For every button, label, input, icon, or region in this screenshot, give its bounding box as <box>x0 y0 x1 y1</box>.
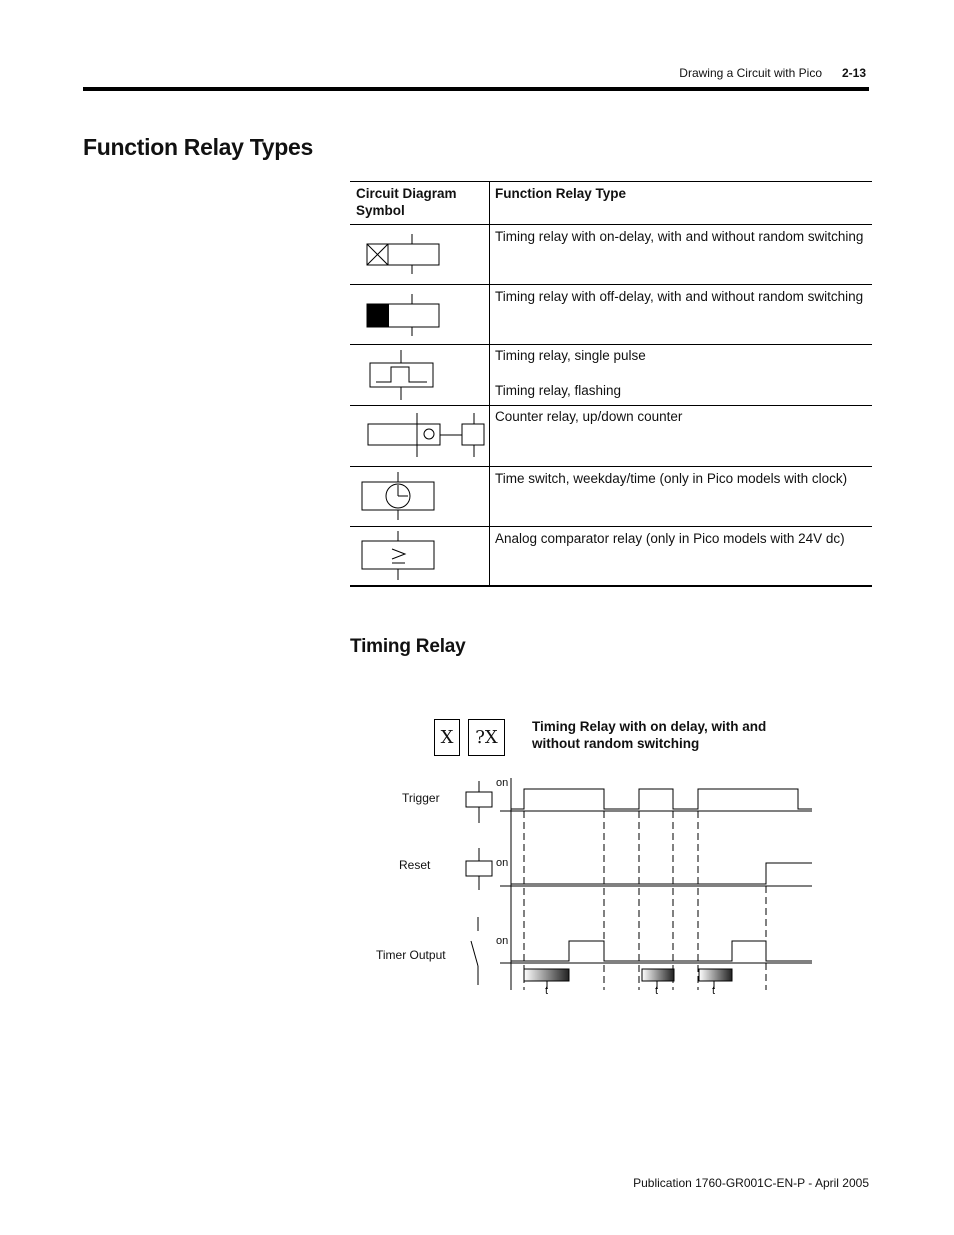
page-title: Function Relay Types <box>83 134 314 160</box>
reset-waveform <box>511 863 812 884</box>
on-level-label: on <box>496 857 509 869</box>
table-row-text: Timing relay, flashing <box>495 383 622 398</box>
signal-label-reset: Reset <box>399 858 431 872</box>
trigger-contact-symbol <box>466 781 492 823</box>
relay-symbol-x: X <box>434 719 460 756</box>
trigger-waveform <box>511 789 812 809</box>
on-level-label: on <box>496 935 509 947</box>
column-header-symbol: Circuit Diagram Symbol <box>356 186 457 218</box>
section-subtitle: Timing Relay <box>350 636 466 657</box>
timer-output-contact-symbol <box>471 917 478 985</box>
delay-time-bars <box>524 969 732 989</box>
on-level-label: on <box>496 777 509 789</box>
time-label: t <box>712 985 716 997</box>
table-row-text: Counter relay, up/down counter <box>495 409 683 424</box>
time-label: t <box>545 985 549 997</box>
publication-footer: Publication 1760-GR001C-EN-P - April 2005 <box>633 1176 869 1190</box>
page-number: 2-13 <box>842 66 867 80</box>
table-row-text: Time switch, weekday/time (only in Pico models with clock) <box>495 471 848 486</box>
signal-label-timer-output: Timer Output <box>376 948 446 962</box>
table-row-text: Timing relay with off-delay, with and without random switching <box>495 289 864 304</box>
table-row-text: Analog comparator relay (only in Pico models with 24V dc) <box>495 531 845 546</box>
relay-symbol-random-x: ?X <box>468 719 505 756</box>
timer-output-waveform <box>511 941 812 961</box>
table-row-text: Timing relay with on-delay, with and without random switching <box>495 229 864 244</box>
running-header: Drawing a Circuit with Pico <box>679 66 822 80</box>
figure-title: Timing Relay with on delay, with and without random switching <box>532 719 767 751</box>
reset-contact-symbol <box>466 848 492 890</box>
table-row-text: Timing relay, single pulse <box>495 348 646 363</box>
time-label: t <box>655 985 659 997</box>
column-header-type: Function Relay Type <box>495 186 627 201</box>
signal-label-trigger: Trigger <box>402 791 440 805</box>
